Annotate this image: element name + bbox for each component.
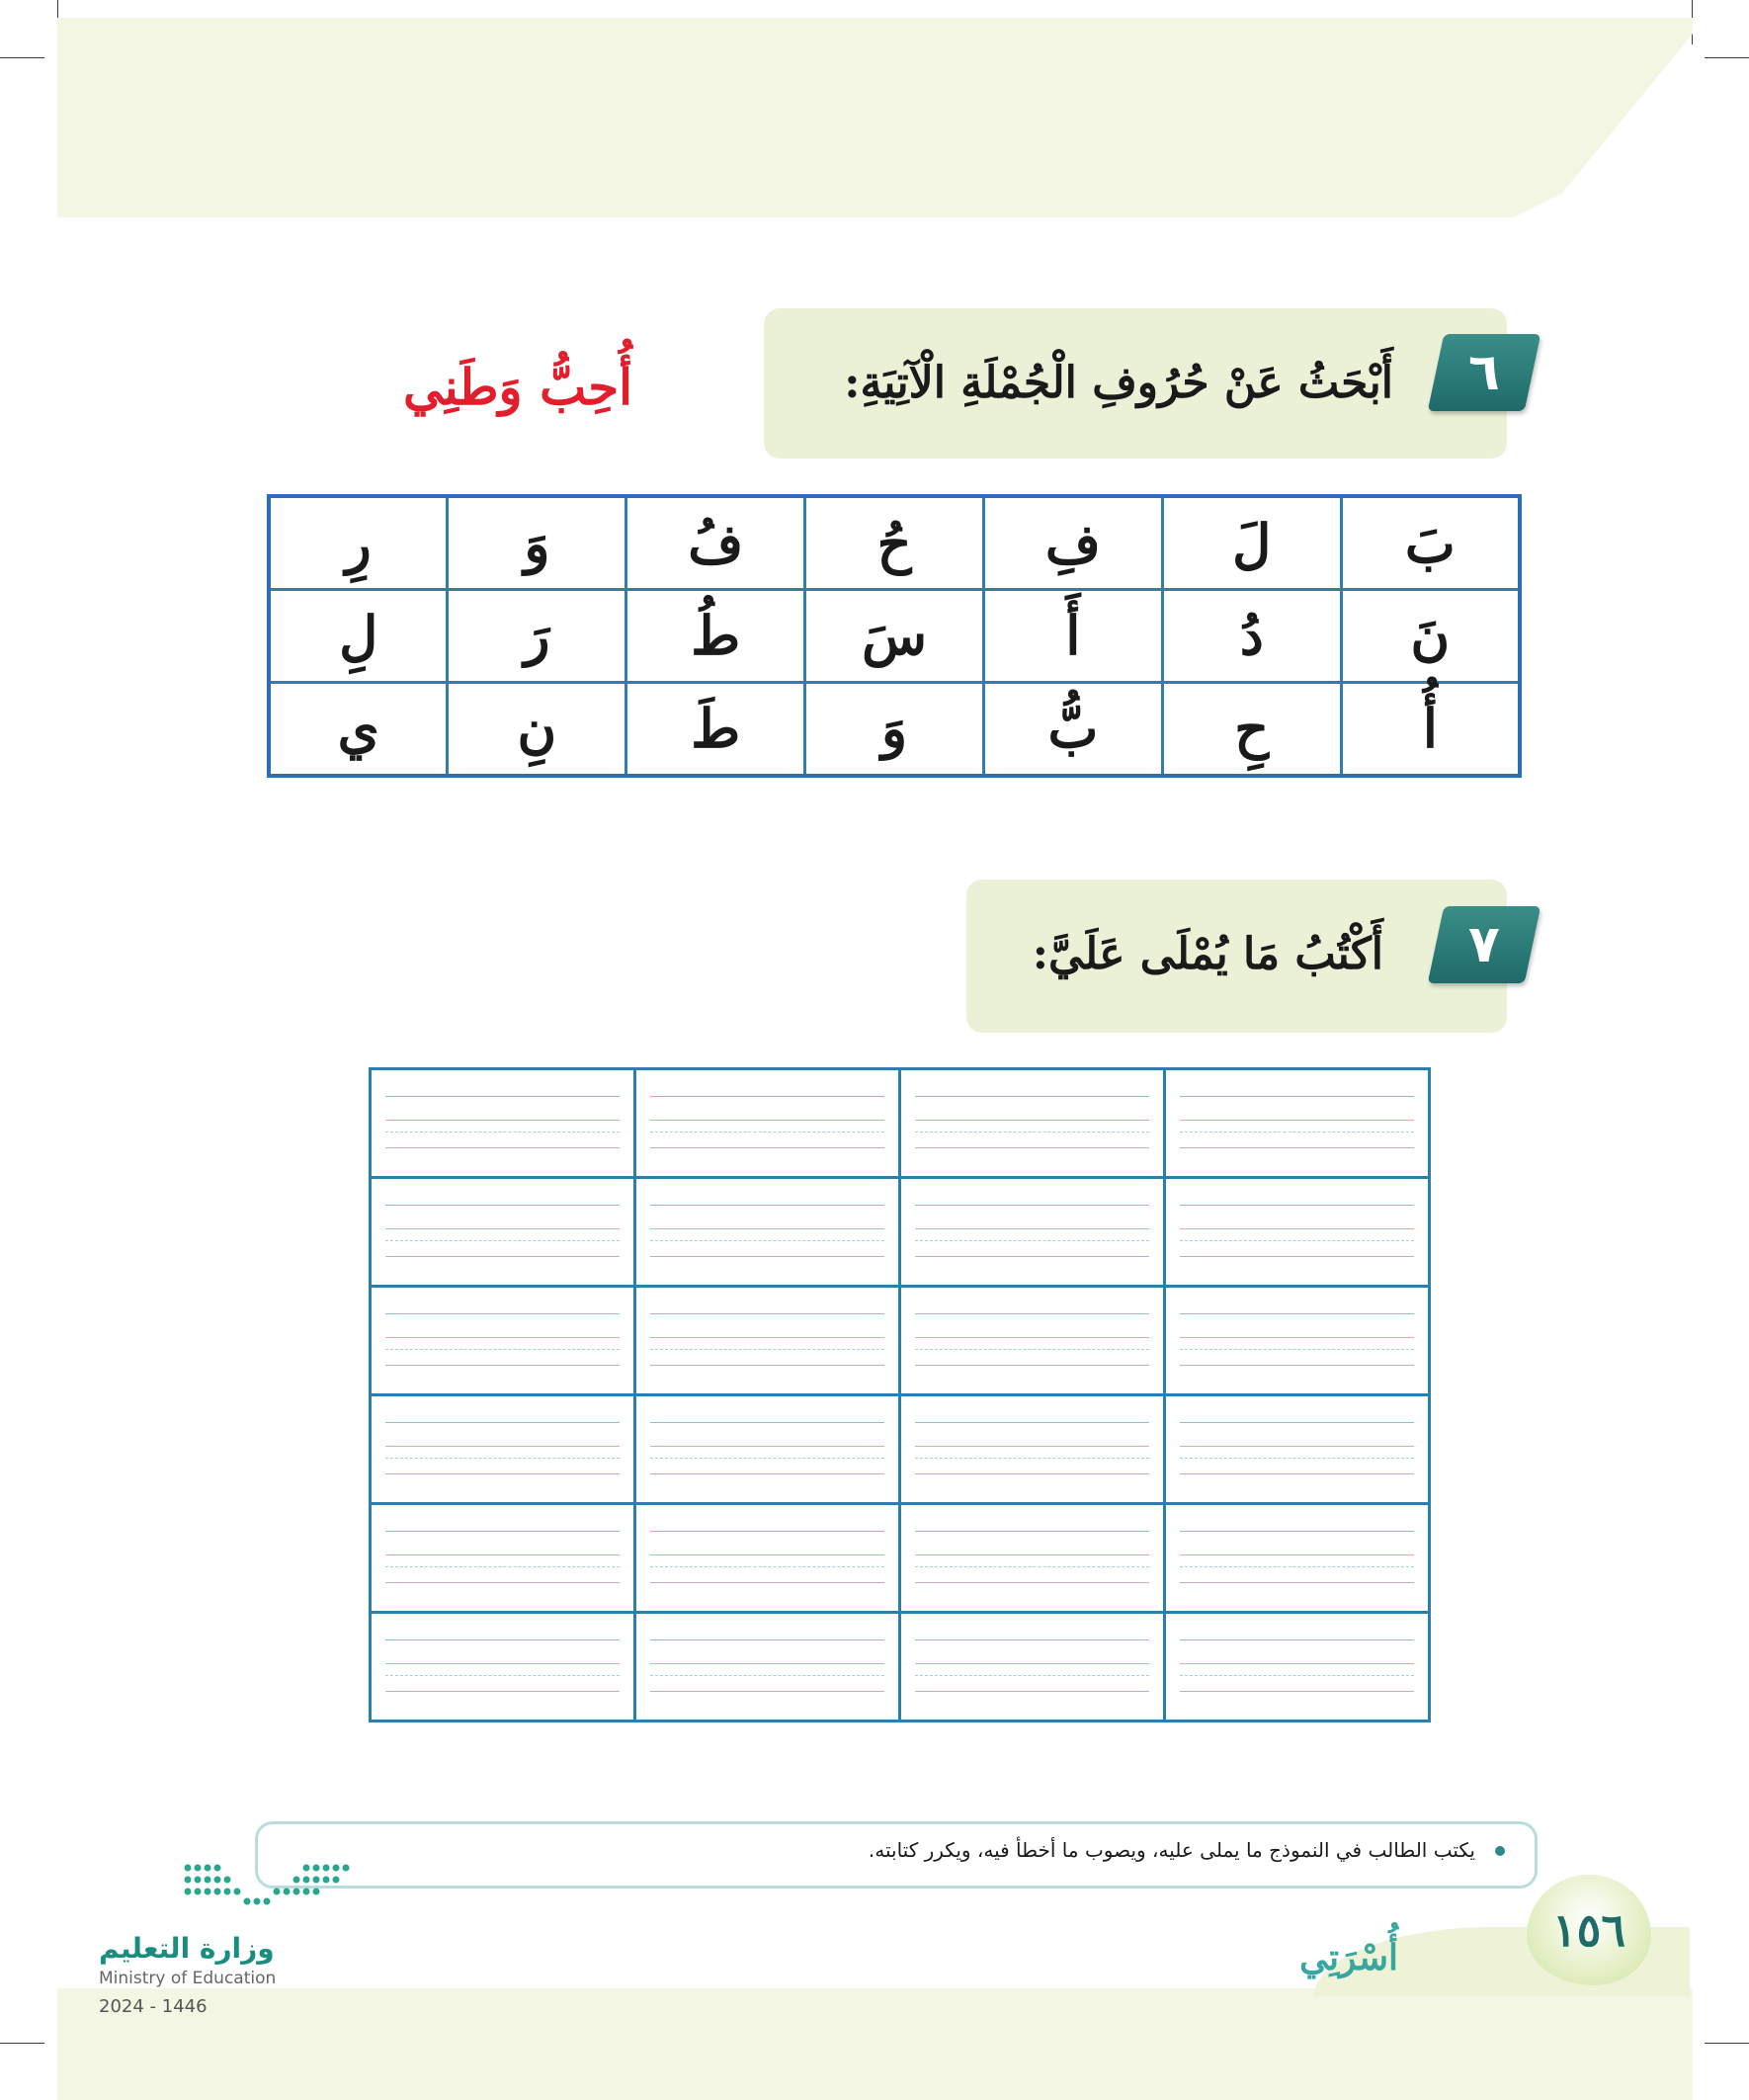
- guide-line: [915, 1349, 1149, 1350]
- guide-line: [650, 1313, 884, 1314]
- guide-line: [1180, 1132, 1414, 1133]
- letter-cell: وَ: [448, 496, 626, 590]
- guide-line: [1180, 1691, 1414, 1692]
- q7-number: ٧: [1468, 915, 1500, 974]
- guide-line: [915, 1365, 1149, 1366]
- writing-cell[interactable]: [900, 1178, 1165, 1287]
- writing-guide-lines: [1180, 1288, 1414, 1393]
- writing-row: [371, 1287, 1430, 1395]
- guide-line: [915, 1228, 1149, 1229]
- writing-cell[interactable]: [1165, 1287, 1430, 1395]
- guide-line: [915, 1120, 1149, 1121]
- ministry-name-ar: وزارة التعليم: [99, 1932, 275, 1965]
- writing-cell[interactable]: [635, 1178, 900, 1287]
- guide-line: [385, 1096, 620, 1097]
- guide-line: [385, 1531, 620, 1532]
- guide-line: [650, 1675, 884, 1676]
- guide-line: [1180, 1554, 1414, 1555]
- guide-line: [915, 1566, 1149, 1567]
- guide-line: [1180, 1566, 1414, 1567]
- guide-line: [1180, 1663, 1414, 1664]
- guide-line: [385, 1132, 620, 1133]
- guide-line: [1180, 1240, 1414, 1241]
- guide-line: [385, 1639, 620, 1640]
- guide-line: [915, 1663, 1149, 1664]
- footer-band: [57, 1988, 1693, 2100]
- writing-guide-lines: [385, 1505, 620, 1611]
- guide-line: [385, 1473, 620, 1474]
- writing-cell[interactable]: [371, 1178, 635, 1287]
- writing-guide-lines: [385, 1288, 620, 1393]
- writing-cell[interactable]: [1165, 1613, 1430, 1722]
- q6-number: ٦: [1468, 343, 1500, 402]
- writing-cell[interactable]: [371, 1613, 635, 1722]
- guide-line: [1180, 1675, 1414, 1676]
- letter-cell: نَ: [1341, 590, 1520, 683]
- guide-line: [650, 1446, 884, 1447]
- guide-line: [385, 1446, 620, 1447]
- letter-cell: حُ: [805, 496, 984, 590]
- guide-line: [915, 1691, 1149, 1692]
- q6-instruction: أَبْحَثُ عَنْ حُرُوفِ الْجُمْلَةِ الْآتِيَةِ:: [844, 358, 1393, 408]
- writing-guide-lines: [915, 1614, 1149, 1720]
- letter-cell: أُ: [1341, 682, 1520, 776]
- letter-cell: فِ: [983, 496, 1162, 590]
- letter-cell: بَ: [1341, 496, 1520, 590]
- guide-line: [385, 1663, 620, 1664]
- writing-row: [371, 1178, 1430, 1287]
- letter-cell: أَ: [983, 590, 1162, 683]
- q6-number-badge: [1428, 334, 1541, 411]
- guide-line: [385, 1582, 620, 1583]
- guide-line: [1180, 1365, 1414, 1366]
- writing-guide-lines: [1180, 1070, 1414, 1176]
- guide-line: [1180, 1446, 1414, 1447]
- writing-guide-lines: [915, 1070, 1149, 1176]
- guide-line: [915, 1240, 1149, 1241]
- guide-line: [650, 1554, 884, 1555]
- writing-guide-lines: [385, 1614, 620, 1720]
- letter-cell: سَ: [805, 590, 984, 683]
- writing-guide-lines: [385, 1070, 620, 1176]
- guide-line: [1180, 1422, 1414, 1423]
- guide-line: [915, 1147, 1149, 1148]
- writing-cell[interactable]: [371, 1287, 635, 1395]
- writing-row: [371, 1069, 1430, 1178]
- guide-line: [650, 1531, 884, 1532]
- guide-line: [650, 1422, 884, 1423]
- writing-guide-lines: [915, 1505, 1149, 1611]
- guide-line: [385, 1313, 620, 1314]
- writing-guide-lines: [1180, 1179, 1414, 1285]
- writing-grid: [369, 1067, 1431, 1722]
- guide-line: [385, 1566, 620, 1567]
- writing-guide-lines: [385, 1179, 620, 1285]
- letter-cell: رِ: [269, 496, 448, 590]
- guide-line: [385, 1554, 620, 1555]
- page-number: ١٥٦: [1527, 1875, 1651, 1985]
- writing-cell[interactable]: [900, 1395, 1165, 1504]
- writing-guide-lines: [650, 1614, 884, 1720]
- writing-cell[interactable]: [371, 1395, 635, 1504]
- guide-line: [650, 1691, 884, 1692]
- header-band: [57, 18, 1693, 217]
- letter-cell: طُ: [626, 590, 805, 683]
- writing-guide-lines: [650, 1288, 884, 1393]
- guide-line: [915, 1337, 1149, 1338]
- guide-line: [385, 1675, 620, 1676]
- guide-line: [1180, 1256, 1414, 1257]
- guide-line: [385, 1691, 620, 1692]
- writing-cell[interactable]: [635, 1504, 900, 1613]
- guide-line: [650, 1228, 884, 1229]
- teacher-note-box: [255, 1821, 1538, 1889]
- writing-cell[interactable]: [371, 1069, 635, 1178]
- q6-sentence: أُحِبُّ وَطَنِي: [402, 358, 632, 416]
- writing-guide-lines: [915, 1396, 1149, 1502]
- guide-line: [385, 1422, 620, 1423]
- writing-guide-lines: [650, 1396, 884, 1502]
- guide-line: [1180, 1096, 1414, 1097]
- guide-line: [1180, 1582, 1414, 1583]
- crop-mark: [0, 2043, 44, 2044]
- guide-line: [1180, 1473, 1414, 1474]
- letter-cell: ي: [269, 682, 448, 776]
- guide-line: [915, 1675, 1149, 1676]
- letters-row: [269, 590, 1520, 683]
- guide-line: [915, 1205, 1149, 1206]
- writing-guide-lines: [1180, 1614, 1414, 1720]
- guide-line: [650, 1337, 884, 1338]
- guide-line: [1180, 1639, 1414, 1640]
- writing-cell[interactable]: [635, 1287, 900, 1395]
- letter-cell: رَ: [448, 590, 626, 683]
- writing-row: [371, 1504, 1430, 1613]
- crop-mark: [0, 57, 44, 58]
- writing-cell[interactable]: [635, 1613, 900, 1722]
- writing-guide-lines: [650, 1179, 884, 1285]
- guide-line: [650, 1240, 884, 1241]
- letter-cell: دُ: [1162, 590, 1341, 683]
- guide-line: [385, 1458, 620, 1459]
- guide-line: [650, 1096, 884, 1097]
- guide-line: [915, 1639, 1149, 1640]
- guide-line: [650, 1120, 884, 1121]
- edition-year: 2024 - 1446: [99, 1996, 208, 2017]
- writing-guide-lines: [915, 1288, 1149, 1393]
- writing-cell[interactable]: [1165, 1069, 1430, 1178]
- guide-line: [915, 1582, 1149, 1583]
- writing-row: [371, 1613, 1430, 1722]
- guide-line: [915, 1473, 1149, 1474]
- guide-line: [650, 1256, 884, 1257]
- writing-row: [371, 1395, 1430, 1504]
- writing-cell[interactable]: [371, 1504, 635, 1613]
- letter-cell: حِ: [1162, 682, 1341, 776]
- guide-line: [915, 1422, 1149, 1423]
- letter-cell: فُ: [626, 496, 805, 590]
- guide-line: [1180, 1120, 1414, 1121]
- guide-line: [385, 1256, 620, 1257]
- guide-line: [1180, 1313, 1414, 1314]
- letters-row: [269, 496, 1520, 590]
- q7-instruction: أَكْتُبُ مَا يُمْلَى عَلَيَّ:: [1032, 929, 1383, 979]
- letters-row: [269, 682, 1520, 776]
- guide-line: [915, 1096, 1149, 1097]
- guide-line: [385, 1337, 620, 1338]
- guide-line: [650, 1349, 884, 1350]
- guide-line: [650, 1582, 884, 1583]
- guide-line: [915, 1313, 1149, 1314]
- writing-cell[interactable]: [635, 1395, 900, 1504]
- writing-guide-lines: [650, 1070, 884, 1176]
- guide-line: [1180, 1337, 1414, 1338]
- guide-line: [1180, 1458, 1414, 1459]
- guide-line: [1180, 1147, 1414, 1148]
- guide-line: [650, 1205, 884, 1206]
- guide-line: [915, 1531, 1149, 1532]
- guide-line: [385, 1205, 620, 1206]
- letter-cell: طَ: [626, 682, 805, 776]
- writing-cell[interactable]: [1165, 1504, 1430, 1613]
- writing-guide-lines: [1180, 1396, 1414, 1502]
- guide-line: [650, 1365, 884, 1366]
- guide-line: [385, 1147, 620, 1148]
- letter-cell: نِ: [448, 682, 626, 776]
- guide-line: [650, 1639, 884, 1640]
- guide-line: [385, 1228, 620, 1229]
- ministry-name-en: Ministry of Education: [99, 1969, 277, 1988]
- writing-cell[interactable]: [900, 1069, 1165, 1178]
- guide-line: [915, 1132, 1149, 1133]
- guide-line: [915, 1554, 1149, 1555]
- guide-line: [915, 1446, 1149, 1447]
- bullet-icon: [1495, 1846, 1505, 1856]
- writing-guide-lines: [385, 1396, 620, 1502]
- writing-cell[interactable]: [1165, 1395, 1430, 1504]
- writing-cell[interactable]: [900, 1613, 1165, 1722]
- guide-line: [650, 1458, 884, 1459]
- guide-line: [385, 1365, 620, 1366]
- letter-cell: وَ: [805, 682, 984, 776]
- crop-mark: [1705, 2043, 1749, 2044]
- guide-line: [650, 1663, 884, 1664]
- writing-cell[interactable]: [1165, 1178, 1430, 1287]
- guide-line: [1180, 1228, 1414, 1229]
- unit-name: أُسْرَتِي: [1299, 1937, 1399, 1978]
- guide-line: [650, 1147, 884, 1148]
- writing-guide-lines: [915, 1179, 1149, 1285]
- writing-guide-lines: [1180, 1505, 1414, 1611]
- q7-number-badge: [1428, 906, 1541, 983]
- guide-line: [1180, 1349, 1414, 1350]
- letters-grid: [267, 494, 1522, 778]
- guide-line: [1180, 1531, 1414, 1532]
- writing-cell[interactable]: [900, 1504, 1165, 1613]
- ministry-logo-icon: [178, 1858, 351, 1912]
- guide-line: [650, 1473, 884, 1474]
- guide-line: [1180, 1205, 1414, 1206]
- crop-mark: [1705, 57, 1749, 58]
- guide-line: [915, 1458, 1149, 1459]
- guide-line: [385, 1240, 620, 1241]
- teacher-note: يكتب الطالب في النموذج ما يملى عليه، ويصوب ما أخطأ فيه، ويكرر كتابته.: [868, 1838, 1475, 1862]
- letter-cell: لَ: [1162, 496, 1341, 590]
- guide-line: [385, 1349, 620, 1350]
- writing-guide-lines: [650, 1505, 884, 1611]
- writing-cell[interactable]: [635, 1069, 900, 1178]
- guide-line: [385, 1120, 620, 1121]
- guide-line: [650, 1566, 884, 1567]
- writing-cell[interactable]: [900, 1287, 1165, 1395]
- letter-cell: لِ: [269, 590, 448, 683]
- letter-cell: بُّ: [983, 682, 1162, 776]
- guide-line: [915, 1256, 1149, 1257]
- guide-line: [650, 1132, 884, 1133]
